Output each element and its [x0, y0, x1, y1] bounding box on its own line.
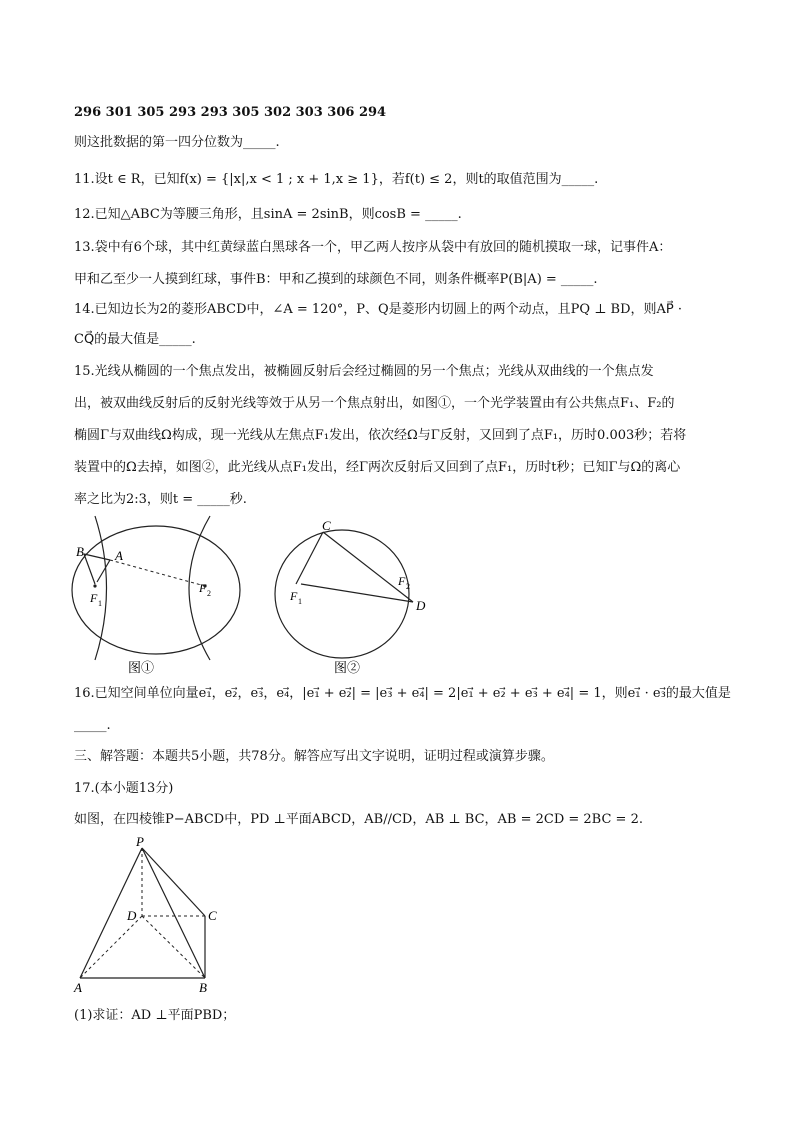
- fig1-label-f1: F: [90, 591, 98, 605]
- question-16-line1: 16.已知空间单位向量e₁⃗，e₂⃗，e₃⃗，e₄⃗，|e₁⃗ + e₂⃗| = |e₃⃗ + e₄⃗| = 2|e₁⃗ + e₂⃗ + e₃⃗ + e₄⃗| = 1，则e₁⃗ · e₃⃗的最大值是: [74, 686, 731, 701]
- fig3-label-c: C: [208, 908, 217, 923]
- question-17-head: 17.(本小题13分): [74, 781, 174, 796]
- fig2-label-f2-sub: 2: [406, 582, 410, 591]
- question-14-line2: CQ⃗的最大值是_____.: [74, 332, 196, 347]
- question-16-line2: _____.: [74, 718, 111, 733]
- question-14-line1: 14.已知边长为2的菱形ABCD中，∠A = 120°，P、Q是菱形内切圆上的两个动点，且PQ ⊥ BD，则AP⃗ ·: [74, 302, 683, 317]
- question-15-line1: 15.光线从椭圆的一个焦点发出，被椭圆反射后会经过椭圆的另一个焦点；光线从双曲线的一个焦点发: [74, 364, 654, 379]
- fig3-label-d: D: [127, 908, 137, 923]
- question-10-tail: 则这批数据的第一四分位数为_____.: [74, 135, 280, 150]
- fig3-label-a: A: [74, 980, 82, 995]
- fig2-label-f2: F: [398, 574, 406, 588]
- figure-3-pyramid: [68, 836, 238, 998]
- fig2-label-d: D: [416, 598, 426, 613]
- figure-2-ellipse: [265, 512, 445, 682]
- figure-1-ellipse-hyperbola: [60, 512, 260, 682]
- question-15-line3: 椭圆Γ与双曲线Ω构成，现一光线从左焦点F₁发出，依次经Ω与Γ反射，又回到了点F₁，历时0.003秒；若将: [74, 428, 687, 443]
- question-13-line2: 甲和乙至少一人摸到红球，事件B：甲和乙摸到的球颜色不同，则条件概率P(B|A) = _____.: [74, 272, 598, 287]
- question-15-line2: 出，被双曲线反射后的反射光线等效于从另一个焦点射出，如图①，一个光学装置由有公共焦点F₁、F₂的: [74, 396, 675, 411]
- fig2-caption: 图②: [334, 660, 361, 675]
- section-3-heading: 三、解答题：本题共5小题，共78分。解答应写出文字说明，证明过程或演算步骤。: [74, 749, 554, 764]
- fig1-caption: 图①: [128, 660, 155, 675]
- question-17-part1: (1)求证：AD ⊥平面PBD；: [74, 1008, 236, 1023]
- question-15-line4: 装置中的Ω去掉，如图②，此光线从点F₁发出，经Γ两次反射后又回到了点F₁，历时t秒；已知Γ与Ω的离心: [74, 460, 681, 475]
- fig1-label-b: B: [76, 544, 84, 559]
- fig1-label-f2-sub: 2: [207, 589, 211, 598]
- fig1-label-f1-sub: 1: [98, 599, 102, 608]
- question-11: 11.设t ∈ R，已知f(x) = {|x|,x < 1 ; x + 1,x ≥ 1}，若f(t) ≤ 2，则t的取值范围为_____.: [74, 172, 599, 187]
- fig2-label-c: C: [322, 518, 331, 533]
- fig3-label-b: B: [199, 980, 207, 995]
- fig1-label-f2: F: [199, 581, 207, 595]
- question-15-line5: 率之比为2:3，则t = _____秒.: [74, 492, 247, 507]
- question-17-body: 如图，在四棱锥P−ABCD中，PD ⊥平面ABCD，AB//CD，AB ⊥ BC，AB = 2CD = 2BC = 2.: [74, 812, 643, 827]
- fig2-label-f1-sub: 1: [298, 597, 302, 606]
- fig3-label-p: P: [136, 836, 144, 849]
- question-13-line1: 13.袋中有6个球，其中红黄绿蓝白黑球各一个，甲乙两人按序从袋中有放回的随机摸取一球，记事件A：: [74, 240, 672, 255]
- fig1-label-a: A: [115, 548, 123, 563]
- fig2-label-f1: F: [290, 589, 298, 603]
- data-row: 296 301 305 293 293 305 302 303 306 294: [74, 105, 387, 120]
- question-12: 12.已知△ABC为等腰三角形，且sinA = 2sinB，则cosB = _____.: [74, 207, 462, 222]
